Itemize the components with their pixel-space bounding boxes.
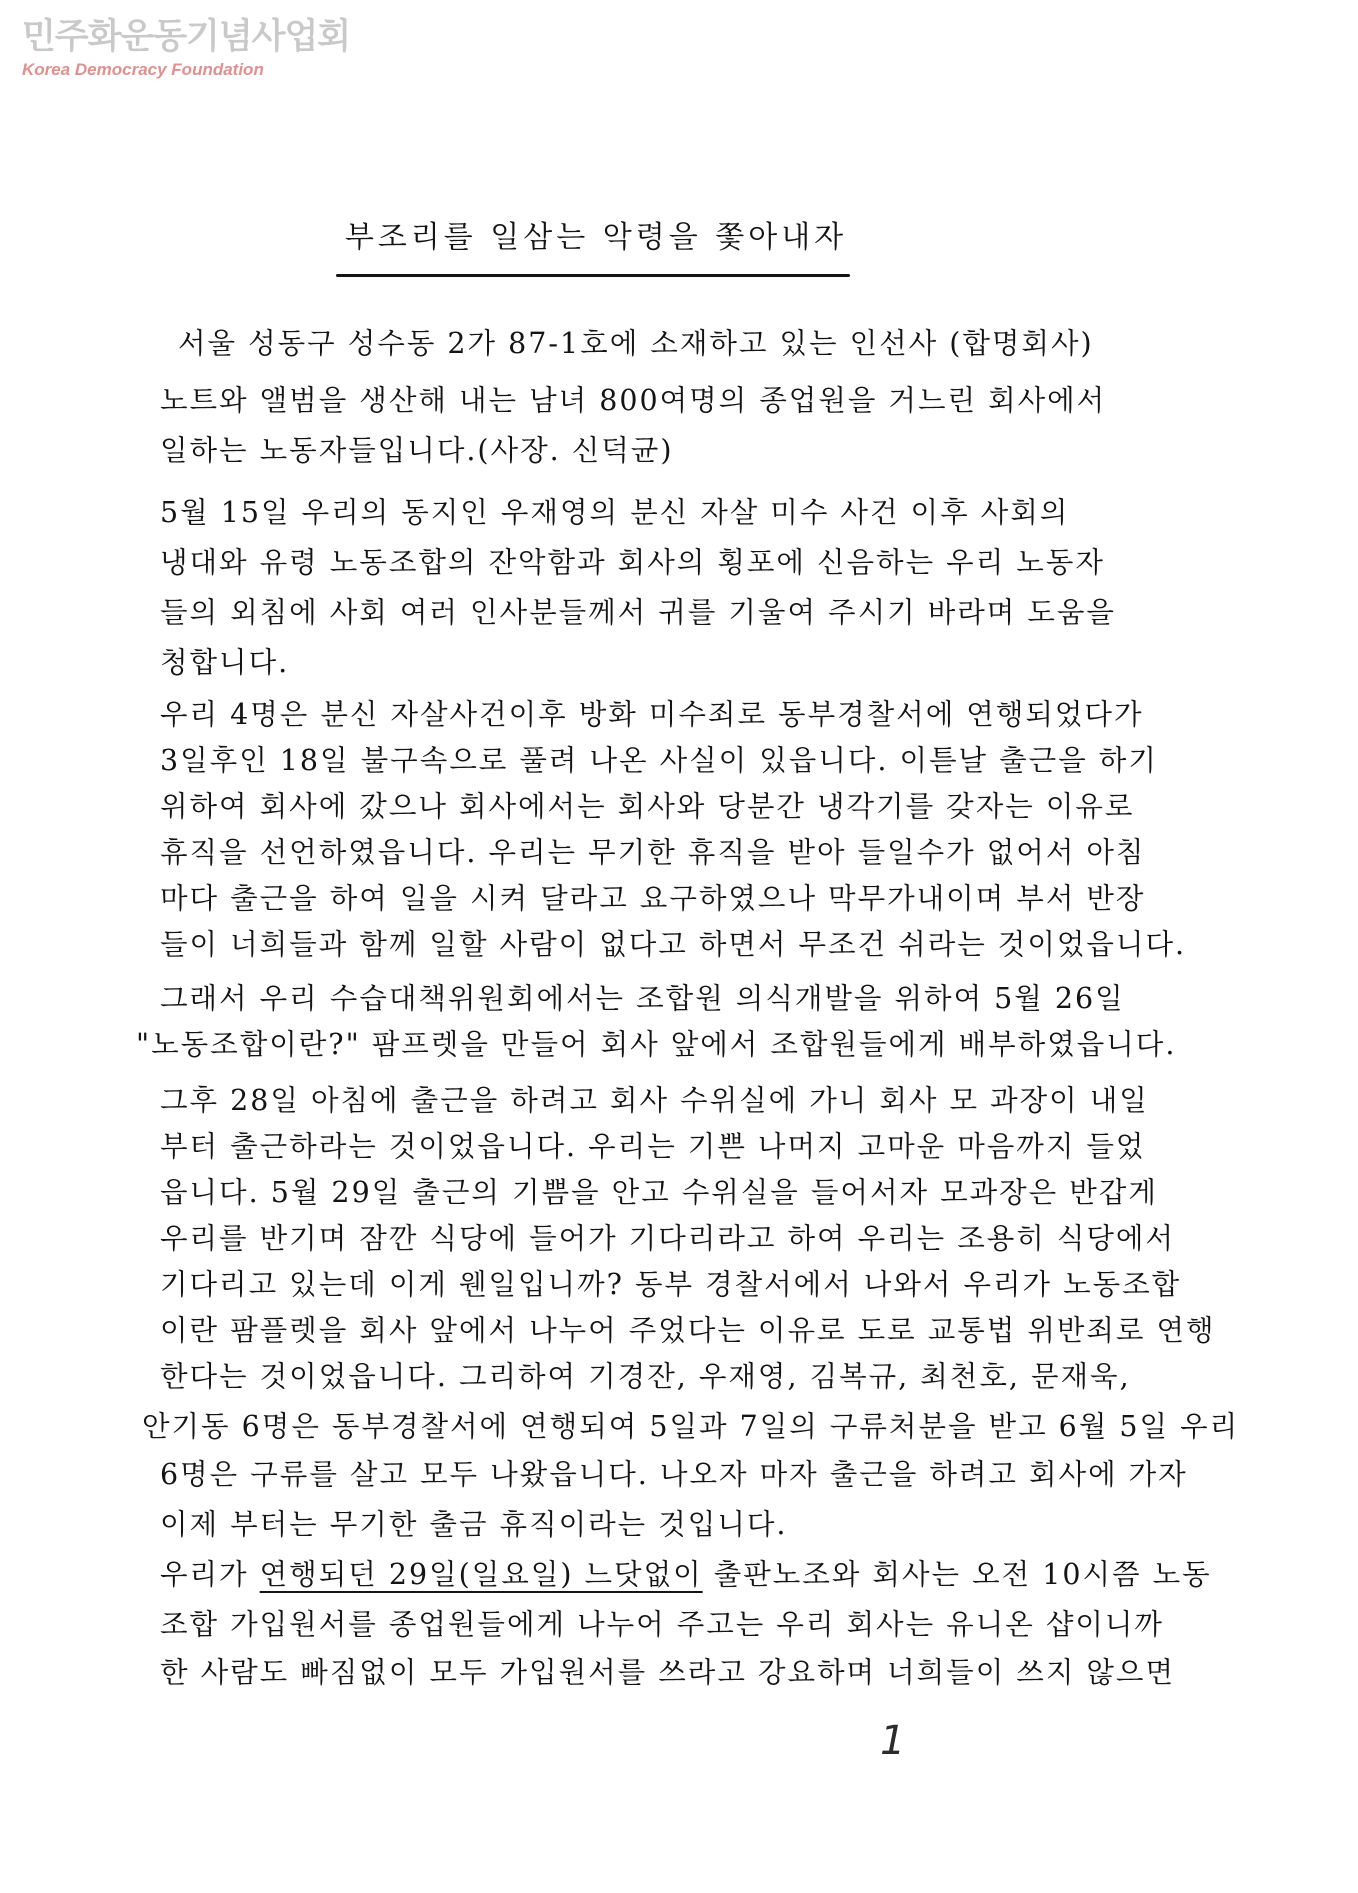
text-line: 우리를 반기며 잠깐 식당에 들어가 기다리라고 하여 우리는 조용히 식당에서 xyxy=(160,1222,1175,1255)
foundation-watermark xyxy=(22,16,350,80)
text-line: 청합니다. xyxy=(160,646,290,679)
text-line: 일하는 노동자들입니다.(사장. 신덕균) xyxy=(160,434,674,467)
text-line: 기다리고 있는데 이게 웬일입니까? 동부 경찰서에서 나와서 우리가 노동조합 xyxy=(160,1268,1182,1301)
text-line: "노동조합이란?" 팜프렛을 만들어 회사 앞에서 조합원들에게 배부하였읍니다. xyxy=(136,1028,1177,1061)
title-underline xyxy=(336,274,850,277)
text-line: 그후 28일 아침에 출근을 하려고 회사 수위실에 가니 회사 모 과장이 내일 xyxy=(160,1084,1149,1117)
text-line: 마다 출근을 하여 일을 시켜 달라고 요구하였으나 막무가내이며 부서 반장 xyxy=(160,882,1146,915)
text-line: 휴직을 선언하였읍니다. 우리는 무기한 휴직을 받아 들일수가 없어서 아침 xyxy=(160,836,1146,869)
text-line: 이란 팜플렛을 회사 앞에서 나누어 주었다는 이유로 도로 교통법 위반죄로 연행 xyxy=(160,1314,1216,1347)
text-line: 3일후인 18일 불구속으로 풀려 나온 사실이 있읍니다. 이튿날 출근을 하기 xyxy=(160,744,1158,777)
text-line: 노트와 앨범을 생산해 내는 남녀 800여명의 종업원을 거느린 회사에서 xyxy=(160,384,1107,417)
page-mark: 1 xyxy=(880,1718,906,1764)
text-line: 읍니다. 5월 29일 출근의 기쁨을 안고 수위실을 들어서자 모과장은 반갑게 xyxy=(160,1176,1158,1209)
watermark-korean: 민주화운동기념사업회 xyxy=(22,17,351,57)
text-line: 부터 출근하라는 것이었읍니다. 우리는 기쁜 나머지 고마운 마음까지 들었 xyxy=(160,1130,1146,1163)
text-line: 한다는 것이었읍니다. 그리하여 기경잔, 우재영, 김복규, 최천호, 문재욱, xyxy=(160,1360,1131,1393)
text-line: 서울 성동구 성수동 2가 87-1호에 소재하고 있는 인선사 (합명회사) xyxy=(178,327,1094,360)
text-line: 들의 외침에 사회 여러 인사분들께서 귀를 기울여 주시기 바라며 도움을 xyxy=(160,596,1116,629)
watermark-english: Korea Democracy Foundation xyxy=(22,60,264,79)
text-line: 안기동 6명은 동부경찰서에 연행되여 5일과 7일의 구류처분을 받고 6월 5일 우리 xyxy=(142,1410,1240,1443)
text-line: 그래서 우리 수습대책위원회에서는 조합원 의식개발을 위하여 5월 26일 xyxy=(160,982,1125,1015)
text-line: 조합 가입원서를 종업원들에게 나누어 주고는 우리 회사는 유니온 샵이니까 xyxy=(160,1608,1164,1641)
text-line-underlined: 우리가 연행되던 29일(일요일) 느닷없이 출판노조와 회사는 오전 10시쯤 노동 xyxy=(160,1558,1212,1591)
document-title: 부조리를 일삼는 악령을 쫓아내자 xyxy=(344,220,848,255)
text-line: 위하여 회사에 갔으나 회사에서는 회사와 당분간 냉각기를 갖자는 이유로 xyxy=(160,790,1135,823)
text-line: 냉대와 유령 노동조합의 잔악함과 회사의 횡포에 신음하는 우리 노동자 xyxy=(160,546,1105,579)
underlined-phrase: 연행되던 29일(일요일) 느닷없이 xyxy=(259,1558,703,1591)
text-line: 5월 15일 우리의 동지인 우재영의 분신 자살 미수 사건 이후 사회의 xyxy=(160,496,1070,529)
text-line: 들이 너희들과 함께 일할 사람이 없다고 하면서 무조건 쉬라는 것이었읍니다. xyxy=(160,928,1187,961)
text-line: 우리 4명은 분신 자살사건이후 방화 미수죄로 동부경찰서에 연행되었다가 xyxy=(160,698,1144,731)
text-line: 이제 부터는 무기한 출금 휴직이라는 것입니다. xyxy=(160,1508,788,1541)
text-line: 6명은 구류를 살고 모두 나왔읍니다. 나오자 마자 출근을 하려고 회사에 가자 xyxy=(160,1458,1188,1491)
text-line: 한 사람도 빠짐없이 모두 가입원서를 쓰라고 강요하며 너희들이 쓰지 않으면 xyxy=(160,1656,1175,1689)
